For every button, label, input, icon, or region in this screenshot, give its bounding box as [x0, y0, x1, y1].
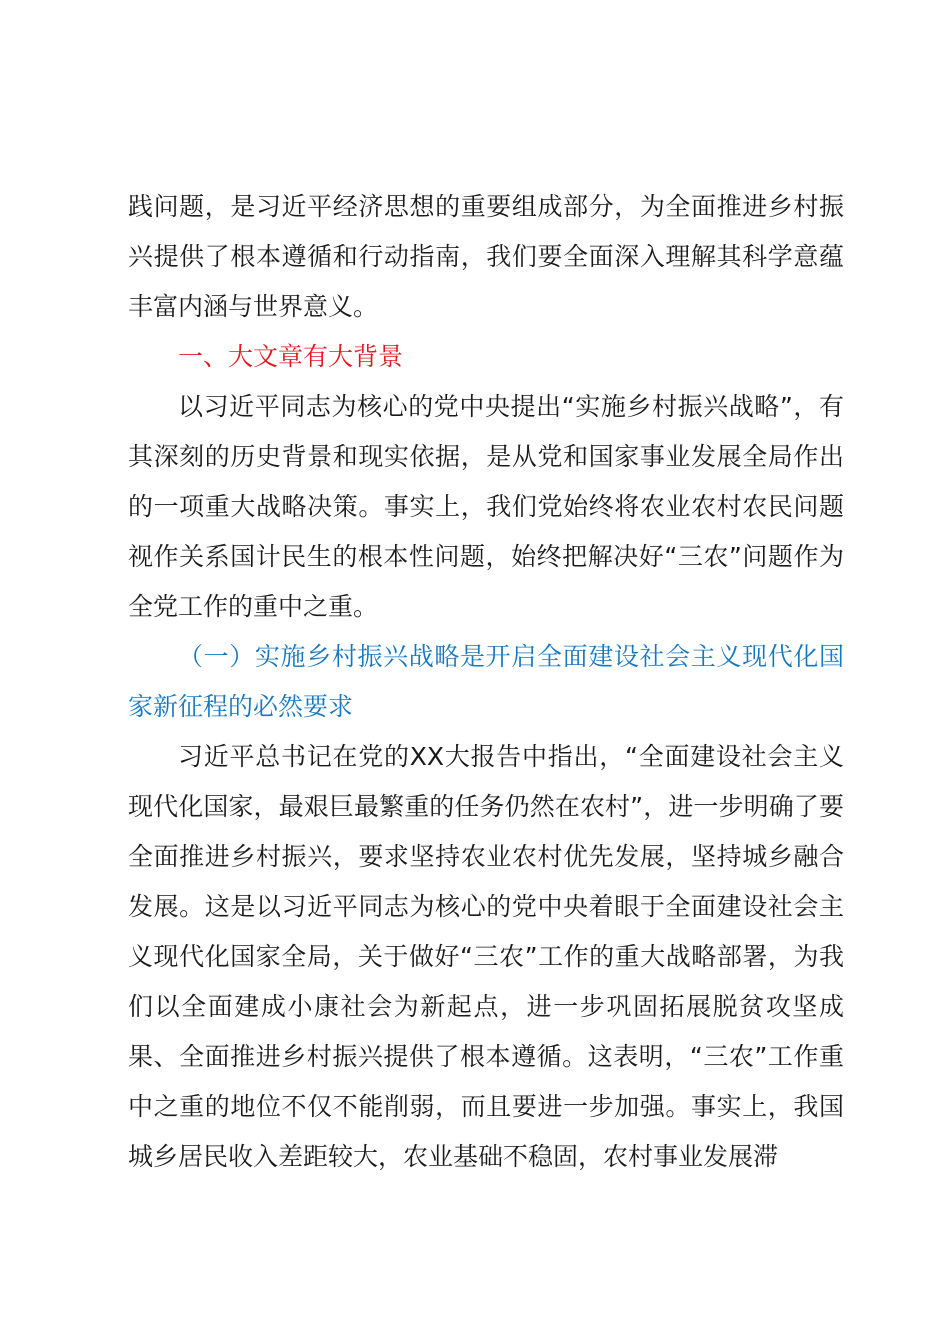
- subsection-heading-1: （一）实施乡村振兴战略是开启全面建设社会主义现代化国家新征程的必然要求: [128, 642, 844, 721]
- document-body: [128, 182, 844, 1182]
- paragraph-background: 以习近平同志为核心的党中央提出“实施乡村振兴战略”，有其深刻的历史背景和现实依据，是从党和国家事业发展全局作出的一项重大战略决策。事实上，我们党始终将农业农村农民问题视作关系国计民生的根本性问题，始终把解决好“三农”问题作为全党工作的重中之重。: [128, 392, 844, 621]
- paragraph-intro-continuation: 践问题，是习近平经济思想的重要组成部分，为全面推进乡村振兴提供了根本遵循和行动指南，我们要全面深入理解其科学意蕴丰富内涵与世界意义。: [128, 192, 844, 321]
- section-heading-1: 一、大文章有大背景: [178, 342, 404, 371]
- paragraph-report-quote: 习近平总书记在党的XX大报告中指出，“全面建设社会主义现代化国家，最艰巨最繁重的任务仍然在农村”，进一步明确了要全面推进乡村振兴，要求坚持农业农村优先发展，坚持城乡融合发展。这是以习近平同志为核心的党中央着眼于全面建设社会主义现代化国家全局，关于做好“三农”工作的重大战略部署，为我们以全面建成小康社会为新起点，进一步巩固拓展脱贫攻坚成果、全面推进乡村振兴提供了根本遵循。这表明，“三农”工作重中之重的地位不仅不能削弱，而且要进一步加强。事实上，我国城乡居民收入差距较大，农业基础不稳固，农村事业发展滞: [128, 742, 844, 1171]
